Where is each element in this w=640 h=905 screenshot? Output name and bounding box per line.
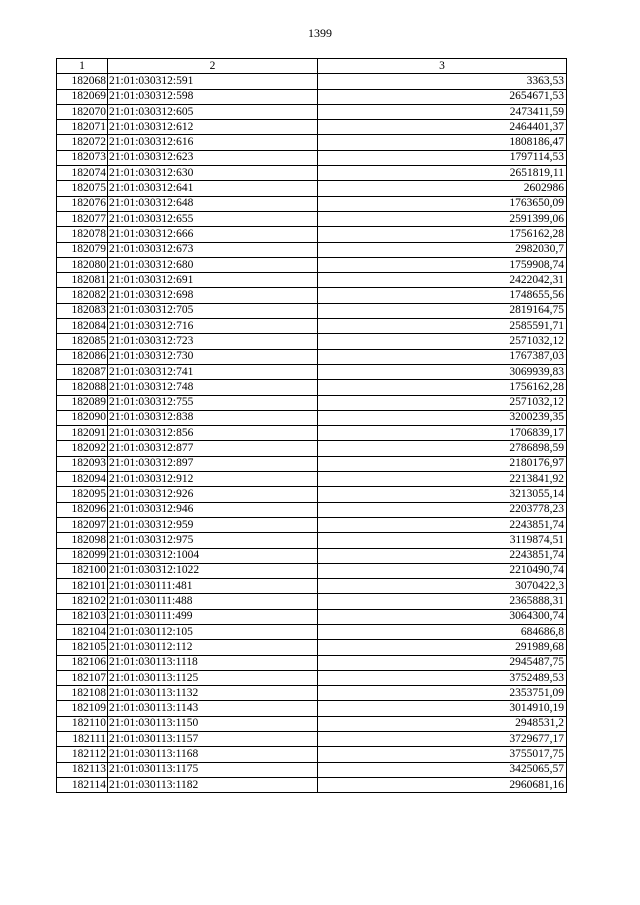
value-cell: 1808186,47 bbox=[318, 135, 567, 150]
cadastral-number-cell: 21:01:030312:648 bbox=[108, 196, 318, 211]
table-row bbox=[57, 181, 567, 196]
row-number-cell: 182069 bbox=[57, 89, 108, 104]
cadastral-number-cell: 21:01:030312:705 bbox=[108, 303, 318, 318]
cadastral-number-cell: 21:01:030312:912 bbox=[108, 472, 318, 487]
row-number-cell: 182095 bbox=[57, 487, 108, 502]
value-cell: 2786898,59 bbox=[318, 441, 567, 456]
value-cell: 3752489,53 bbox=[318, 670, 567, 685]
cadastral-number-cell: 21:01:030113:1143 bbox=[108, 701, 318, 716]
row-number-cell: 182088 bbox=[57, 380, 108, 395]
table-row bbox=[57, 517, 567, 532]
row-number-cell: 182092 bbox=[57, 441, 108, 456]
value-cell: 3729677,17 bbox=[318, 732, 567, 747]
cadastral-number-cell: 21:01:030312:716 bbox=[108, 319, 318, 334]
row-number-cell: 182112 bbox=[57, 747, 108, 762]
table-row bbox=[57, 288, 567, 303]
column-header-3: 3 bbox=[318, 59, 567, 74]
cadastral-number-cell: 21:01:030312:755 bbox=[108, 395, 318, 410]
value-cell: 2243851,74 bbox=[318, 548, 567, 563]
table-row bbox=[57, 655, 567, 670]
table-row bbox=[57, 563, 567, 578]
column-header-2: 2 bbox=[108, 59, 318, 74]
row-number-cell: 182105 bbox=[57, 640, 108, 655]
data-table bbox=[56, 58, 567, 793]
value-cell: 2585591,71 bbox=[318, 319, 567, 334]
table-row bbox=[57, 747, 567, 762]
column-header-1: 1 bbox=[57, 59, 108, 74]
row-number-cell: 182108 bbox=[57, 686, 108, 701]
value-cell: 3213055,14 bbox=[318, 487, 567, 502]
cadastral-number-cell: 21:01:030312:838 bbox=[108, 410, 318, 425]
row-number-cell: 182110 bbox=[57, 716, 108, 731]
row-number-cell: 182076 bbox=[57, 196, 108, 211]
cadastral-number-cell: 21:01:030312:680 bbox=[108, 257, 318, 272]
table-row bbox=[57, 227, 567, 242]
cadastral-number-cell: 21:01:030312:946 bbox=[108, 502, 318, 517]
cadastral-number-cell: 21:01:030312:673 bbox=[108, 242, 318, 257]
table-row bbox=[57, 303, 567, 318]
cadastral-number-cell: 21:01:030312:1022 bbox=[108, 563, 318, 578]
row-number-cell: 182106 bbox=[57, 655, 108, 670]
value-cell: 2353751,09 bbox=[318, 686, 567, 701]
row-number-cell: 182082 bbox=[57, 288, 108, 303]
table-row bbox=[57, 472, 567, 487]
row-number-cell: 182087 bbox=[57, 364, 108, 379]
cadastral-number-cell: 21:01:030312:856 bbox=[108, 426, 318, 441]
table-row bbox=[57, 196, 567, 211]
row-number-cell: 182075 bbox=[57, 181, 108, 196]
row-number-cell: 182070 bbox=[57, 104, 108, 119]
value-cell: 3014910,19 bbox=[318, 701, 567, 716]
cadastral-number-cell: 21:01:030113:1118 bbox=[108, 655, 318, 670]
table-row bbox=[57, 74, 567, 89]
table-row bbox=[57, 624, 567, 639]
value-cell: 2960681,16 bbox=[318, 777, 567, 792]
cadastral-number-cell: 21:01:030312:741 bbox=[108, 364, 318, 379]
row-number-cell: 182072 bbox=[57, 135, 108, 150]
table-row bbox=[57, 104, 567, 119]
cadastral-number-cell: 21:01:030112:112 bbox=[108, 640, 318, 655]
value-cell: 1797114,53 bbox=[318, 150, 567, 165]
row-number-cell: 182109 bbox=[57, 701, 108, 716]
row-number-cell: 182078 bbox=[57, 227, 108, 242]
row-number-cell: 182103 bbox=[57, 609, 108, 624]
table-row bbox=[57, 150, 567, 165]
table-row bbox=[57, 579, 567, 594]
value-cell: 3200239,35 bbox=[318, 410, 567, 425]
row-number-cell: 182090 bbox=[57, 410, 108, 425]
value-cell: 1767387,03 bbox=[318, 349, 567, 364]
cadastral-number-cell: 21:01:030312:655 bbox=[108, 211, 318, 226]
table-row bbox=[57, 120, 567, 135]
cadastral-number-cell: 21:01:030113:1125 bbox=[108, 670, 318, 685]
table-row bbox=[57, 319, 567, 334]
cadastral-number-cell: 21:01:030113:1150 bbox=[108, 716, 318, 731]
cadastral-number-cell: 21:01:030312:698 bbox=[108, 288, 318, 303]
table-row bbox=[57, 487, 567, 502]
cadastral-number-cell: 21:01:030112:105 bbox=[108, 624, 318, 639]
row-number-cell: 182079 bbox=[57, 242, 108, 257]
cadastral-number-cell: 21:01:030312:1004 bbox=[108, 548, 318, 563]
table-row bbox=[57, 732, 567, 747]
table-row bbox=[57, 89, 567, 104]
value-cell: 1759908,74 bbox=[318, 257, 567, 272]
cadastral-number-cell: 21:01:030111:488 bbox=[108, 594, 318, 609]
cadastral-number-cell: 21:01:030312:616 bbox=[108, 135, 318, 150]
cadastral-number-cell: 21:01:030312:897 bbox=[108, 456, 318, 471]
row-number-cell: 182073 bbox=[57, 150, 108, 165]
value-cell: 2819164,75 bbox=[318, 303, 567, 318]
table-row bbox=[57, 762, 567, 777]
table-row bbox=[57, 334, 567, 349]
table-row bbox=[57, 410, 567, 425]
cadastral-number-cell: 21:01:030312:605 bbox=[108, 104, 318, 119]
row-number-cell: 182098 bbox=[57, 533, 108, 548]
table-row bbox=[57, 456, 567, 471]
row-number-cell: 182071 bbox=[57, 120, 108, 135]
table-row bbox=[57, 395, 567, 410]
table-row bbox=[57, 502, 567, 517]
value-cell: 3069939,83 bbox=[318, 364, 567, 379]
row-number-cell: 182068 bbox=[57, 74, 108, 89]
cadastral-number-cell: 21:01:030111:481 bbox=[108, 579, 318, 594]
value-cell: 2464401,37 bbox=[318, 120, 567, 135]
table-row bbox=[57, 364, 567, 379]
table-row bbox=[57, 640, 567, 655]
table-row bbox=[57, 211, 567, 226]
table-row bbox=[57, 701, 567, 716]
value-cell: 2651819,11 bbox=[318, 166, 567, 181]
row-number-cell: 182104 bbox=[57, 624, 108, 639]
value-cell: 3070422,3 bbox=[318, 579, 567, 594]
row-number-cell: 182100 bbox=[57, 563, 108, 578]
value-cell: 2213841,92 bbox=[318, 472, 567, 487]
cadastral-number-cell: 21:01:030312:691 bbox=[108, 273, 318, 288]
table-row bbox=[57, 548, 567, 563]
row-number-cell: 182107 bbox=[57, 670, 108, 685]
value-cell: 3425065,57 bbox=[318, 762, 567, 777]
value-cell: 2243851,74 bbox=[318, 517, 567, 532]
table-row bbox=[57, 242, 567, 257]
page-number: 1399 bbox=[308, 26, 332, 40]
value-cell: 3363,53 bbox=[318, 74, 567, 89]
row-number-cell: 182089 bbox=[57, 395, 108, 410]
row-number-cell: 182083 bbox=[57, 303, 108, 318]
value-cell: 2602986 bbox=[318, 181, 567, 196]
row-number-cell: 182080 bbox=[57, 257, 108, 272]
row-number-cell: 182099 bbox=[57, 548, 108, 563]
table-row bbox=[57, 533, 567, 548]
table-row bbox=[57, 257, 567, 272]
cadastral-number-cell: 21:01:030312:666 bbox=[108, 227, 318, 242]
table-row bbox=[57, 594, 567, 609]
cadastral-number-cell: 21:01:030312:926 bbox=[108, 487, 318, 502]
row-number-cell: 182113 bbox=[57, 762, 108, 777]
table-row bbox=[57, 273, 567, 288]
table-row bbox=[57, 686, 567, 701]
table-row bbox=[57, 426, 567, 441]
cadastral-number-cell: 21:01:030113:1132 bbox=[108, 686, 318, 701]
cadastral-number-cell: 21:01:030312:730 bbox=[108, 349, 318, 364]
row-number-cell: 182101 bbox=[57, 579, 108, 594]
value-cell: 1763650,09 bbox=[318, 196, 567, 211]
value-cell: 3755017,75 bbox=[318, 747, 567, 762]
value-cell: 2571032,12 bbox=[318, 334, 567, 349]
value-cell: 3119874,51 bbox=[318, 533, 567, 548]
cadastral-number-cell: 21:01:030312:975 bbox=[108, 533, 318, 548]
cadastral-number-cell: 21:01:030113:1157 bbox=[108, 732, 318, 747]
row-number-cell: 182114 bbox=[57, 777, 108, 792]
cadastral-number-cell: 21:01:030312:591 bbox=[108, 74, 318, 89]
row-number-cell: 182086 bbox=[57, 349, 108, 364]
value-cell: 1756162,28 bbox=[318, 227, 567, 242]
value-cell: 3064300,74 bbox=[318, 609, 567, 624]
cadastral-number-cell: 21:01:030113:1182 bbox=[108, 777, 318, 792]
table-row bbox=[57, 441, 567, 456]
cadastral-number-cell: 21:01:030312:623 bbox=[108, 150, 318, 165]
row-number-cell: 182084 bbox=[57, 319, 108, 334]
cadastral-number-cell: 21:01:030312:641 bbox=[108, 181, 318, 196]
row-number-cell: 182097 bbox=[57, 517, 108, 532]
table-row bbox=[57, 777, 567, 792]
value-cell: 2365888,31 bbox=[318, 594, 567, 609]
table-header-row bbox=[57, 59, 567, 74]
row-number-cell: 182085 bbox=[57, 334, 108, 349]
cadastral-number-cell: 21:01:030312:723 bbox=[108, 334, 318, 349]
value-cell: 2948531,2 bbox=[318, 716, 567, 731]
cadastral-number-cell: 21:01:030111:499 bbox=[108, 609, 318, 624]
cadastral-number-cell: 21:01:030312:959 bbox=[108, 517, 318, 532]
row-number-cell: 182091 bbox=[57, 426, 108, 441]
value-cell: 2203778,23 bbox=[318, 502, 567, 517]
value-cell: 1756162,28 bbox=[318, 380, 567, 395]
value-cell: 291989,68 bbox=[318, 640, 567, 655]
row-number-cell: 182111 bbox=[57, 732, 108, 747]
row-number-cell: 182102 bbox=[57, 594, 108, 609]
row-number-cell: 182096 bbox=[57, 502, 108, 517]
value-cell: 1706839,17 bbox=[318, 426, 567, 441]
cadastral-number-cell: 21:01:030312:630 bbox=[108, 166, 318, 181]
table-row bbox=[57, 349, 567, 364]
value-cell: 2473411,59 bbox=[318, 104, 567, 119]
value-cell: 1748655,56 bbox=[318, 288, 567, 303]
table-row bbox=[57, 716, 567, 731]
value-cell: 2422042,31 bbox=[318, 273, 567, 288]
value-cell: 684686,8 bbox=[318, 624, 567, 639]
value-cell: 2654671,53 bbox=[318, 89, 567, 104]
table-row bbox=[57, 166, 567, 181]
row-number-cell: 182094 bbox=[57, 472, 108, 487]
table-row bbox=[57, 135, 567, 150]
value-cell: 2591399,06 bbox=[318, 211, 567, 226]
cadastral-number-cell: 21:01:030312:748 bbox=[108, 380, 318, 395]
value-cell: 2210490,74 bbox=[318, 563, 567, 578]
row-number-cell: 182081 bbox=[57, 273, 108, 288]
row-number-cell: 182077 bbox=[57, 211, 108, 226]
value-cell: 2180176,97 bbox=[318, 456, 567, 471]
cadastral-number-cell: 21:01:030312:612 bbox=[108, 120, 318, 135]
table-row bbox=[57, 609, 567, 624]
row-number-cell: 182093 bbox=[57, 456, 108, 471]
cadastral-number-cell: 21:01:030312:877 bbox=[108, 441, 318, 456]
cadastral-number-cell: 21:01:030113:1168 bbox=[108, 747, 318, 762]
cadastral-number-cell: 21:01:030113:1175 bbox=[108, 762, 318, 777]
value-cell: 2982030,7 bbox=[318, 242, 567, 257]
row-number-cell: 182074 bbox=[57, 166, 108, 181]
value-cell: 2945487,75 bbox=[318, 655, 567, 670]
table-row bbox=[57, 380, 567, 395]
table-row bbox=[57, 670, 567, 685]
cadastral-number-cell: 21:01:030312:598 bbox=[108, 89, 318, 104]
value-cell: 2571032,12 bbox=[318, 395, 567, 410]
